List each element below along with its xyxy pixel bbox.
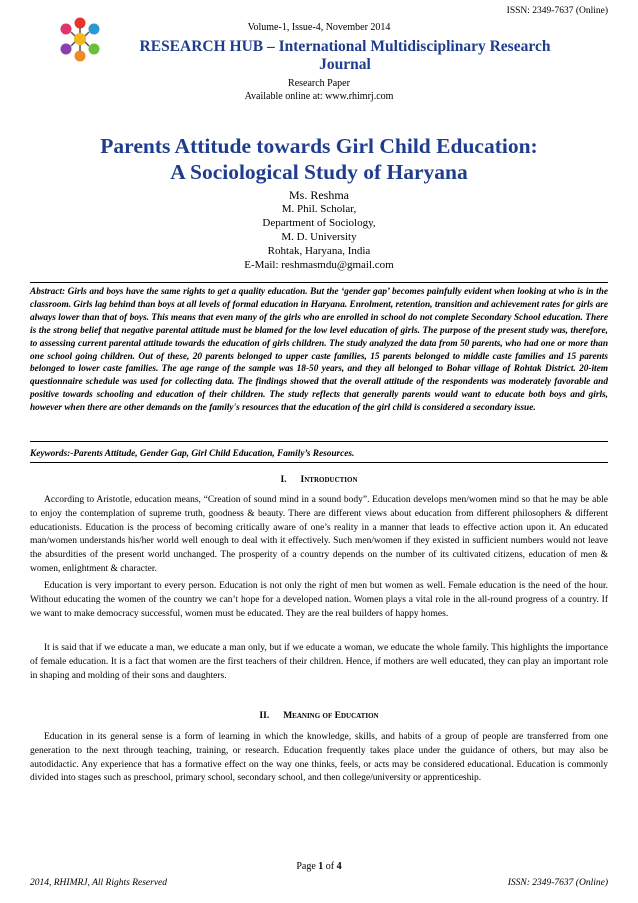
author-name: Ms. Reshma <box>289 188 349 202</box>
author-location: Rohtak, Haryana, India <box>267 245 371 257</box>
paragraph: It is said that if we educate a man, we educate a man only, but if we educate a woman, we educate the whole family. This highlights the importance of female education. It is a fact that women are the first teachers of their children. Hence, if mothers are well educated, they can play an important role in shaping and molding of their sons and daughters. <box>30 643 608 681</box>
author-block <box>0 188 638 272</box>
journal-logo-icon <box>48 14 112 64</box>
section-number: II. <box>259 711 270 721</box>
section-title: Meaning of Education <box>283 711 379 721</box>
section-number: I. <box>280 475 287 485</box>
footer-copyright: 2014, RHIMRJ, All Rights Reserved <box>30 878 168 888</box>
header-issn: ISSN: 2349-7637 (Online) <box>506 6 608 16</box>
paragraph: Education is very important to every person. Education is not only the right of men but women as well. Female education is the need of the hour. Without educating the women of the country we can’t hope for a developed nation. Women plays a vital role in the all-round progress of a country. If we want to make democracy successful, women must be educated. They are the real builders of happy homes. <box>30 581 608 619</box>
header-volume: Volume-1, Issue-4, November 2014 <box>247 22 391 33</box>
keywords-rule <box>30 462 608 463</box>
paper-type: Research Paper <box>288 78 350 89</box>
footer-issn: ISSN: 2349-7637 (Online) <box>507 878 608 888</box>
author-university: M. D. University <box>281 231 357 243</box>
abstract-bottom-rule <box>30 441 608 442</box>
page-total: 4 <box>336 861 342 872</box>
section-title: Introduction <box>300 475 358 485</box>
journal-title: RESEARCH HUB – International Multidisciplinary Research Journal <box>139 38 551 73</box>
paper-meta <box>0 77 638 103</box>
article-title-line1: Parents Attitude towards Girl Child Education: <box>100 134 538 158</box>
section-heading-meaning-of-education <box>0 711 638 721</box>
page-current: 1 <box>318 861 324 872</box>
author-position: M. Phil. Scholar, <box>281 203 357 215</box>
keywords: Keywords:-Parents Attitude, Gender Gap, Girl Child Education, Family’s Resources. <box>30 449 355 459</box>
abstract: Abstract: Girls and boys have the same rights to get a quality education. But the ‘gender gap’ becomes painfully evident when looking at who is in the classroom. Girls lag behind than boys at all levels of formal education in Haryana. Enrolment, retention, transition and achievement rates for girls are always lower than that of boys. This means that even many of the girls who are enrolled in school do not complete Secondary School education. There is the strong belief that negative parental attitude must be blamed for the low level education of girls. The purpose of the present study was, therefore, to assessing current parental attitude towards the education of girls children. The study analyzed the data from 50 parents, who had one or more than one school going children. Out of these, 20 parents belonged to upper caste families, 15 parents belonged to middle caste families and 15 parents belonged to lower caste families. The age range of the sample was 18-50 years, and they all belonged to Bohar village of Rohtak District. 20-item questionnaire schedule was used for collecting data. The findings showed that the overall attitude of the respondents was moderately favorable and positive towards schooling and education of their children. The study reflects that generally parents would want to educate both boys and girls, however when there are other demands on the family's resources that the education of the girl child is considered a secondary issue. <box>30 287 608 414</box>
paragraph: Education in its general sense is a form of learning in which the knowledge, skills, and habits of a group of people are transferred from one generation to the next through teaching, training, or research. Education frequently takes place under the guidance of others, but may also be autodidactic. Any experience that has a formative effect on the way one thinks, feels, or acts may be considered educational. Education is commonly divided into stages such as preschool, primary school, secondary school, and then college/university or apprenticeship. <box>30 732 608 784</box>
page-number <box>0 861 638 872</box>
article-title <box>30 133 608 185</box>
page-of: of <box>325 861 335 872</box>
available-online: Available online at: www.rhimrj.com <box>244 91 394 102</box>
paragraph: According to Aristotle, education means, “Creation of sound mind in a sound body”. Education develops men/women mind so that he may be able to enjoy the contemplation of supreme truth, goodness & beauty. There are different views about education from different philosophers & different educationists. Education is the process of becoming critically aware of one’s reality in a manner that leads to effective action upon it. An educated man/women understands his/her world well enough to deal with it effectively. Such men/women if they existed in sufficient numbers would not leave the absurdities of the present world unchanged. The prosperity of a country depends on the number of its cultivated citizens, education of men & women, enlightment & character. <box>30 495 608 574</box>
article-title-line2: A Sociological Study of Haryana <box>170 160 468 184</box>
page-prefix: Page <box>296 861 316 872</box>
author-email: E-Mail: reshmasmdu@gmail.com <box>244 259 394 271</box>
author-department: Department of Sociology, <box>262 217 376 229</box>
abstract-top-rule <box>30 282 608 283</box>
section-heading-introduction <box>0 475 638 485</box>
